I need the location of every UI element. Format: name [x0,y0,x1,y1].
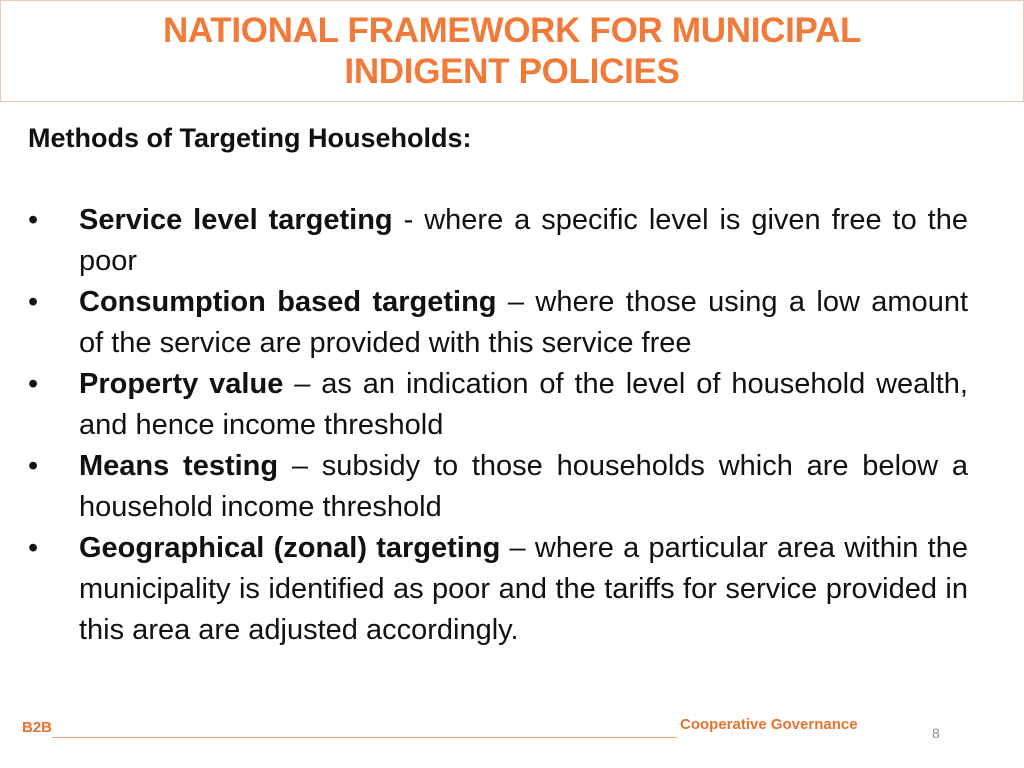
bullet-list [28,200,968,651]
bullet-icon: • [28,368,39,400]
bullet-item-geographical [28,528,968,651]
bullet-item-consumption [28,282,968,364]
bullet-text: – subsidy to those households which are below a household income threshold [79,450,968,523]
bullet-term: Consumption based targeting [79,286,497,318]
bullet-term: Property value [79,368,284,400]
bullet-item-property-value [28,364,968,446]
bullet-icon: • [28,286,39,318]
bullet-icon: • [28,532,39,564]
bullet-term: Geographical (zonal) targeting [79,532,501,564]
footer-brand-label: Cooperative Governance [680,716,858,733]
footer-b2b-label: B2B [22,719,53,736]
slide-title-box [0,0,1024,102]
slide-title-line-2: INDIGENT POLICIES [344,52,680,91]
bullet-item-service-level [28,200,968,282]
bullet-icon: • [28,204,39,236]
bullet-text: - where a specific level is given free to the poor [79,204,968,277]
bullet-term: Service level targeting [79,204,393,236]
bullet-text: – where those using a low amount of the service are provided with this service free [79,286,969,359]
footer-divider [52,737,677,738]
bullet-item-means-testing [28,446,968,528]
page-number: 8 [932,725,940,741]
section-heading: Methods of Targeting Households: [28,123,472,153]
slide-title-line-1: NATIONAL FRAMEWORK FOR MUNICIPAL [162,11,862,50]
bullet-text: – where a particular area within the municipality is identified as poor and the tariffs for service provided in this area are adjusted accordingly. [79,532,968,646]
bullet-term: Means testing [79,450,279,482]
bullet-text: – as an indication of the level of household wealth, and hence income threshold [79,368,968,441]
bullet-icon: • [28,450,39,482]
